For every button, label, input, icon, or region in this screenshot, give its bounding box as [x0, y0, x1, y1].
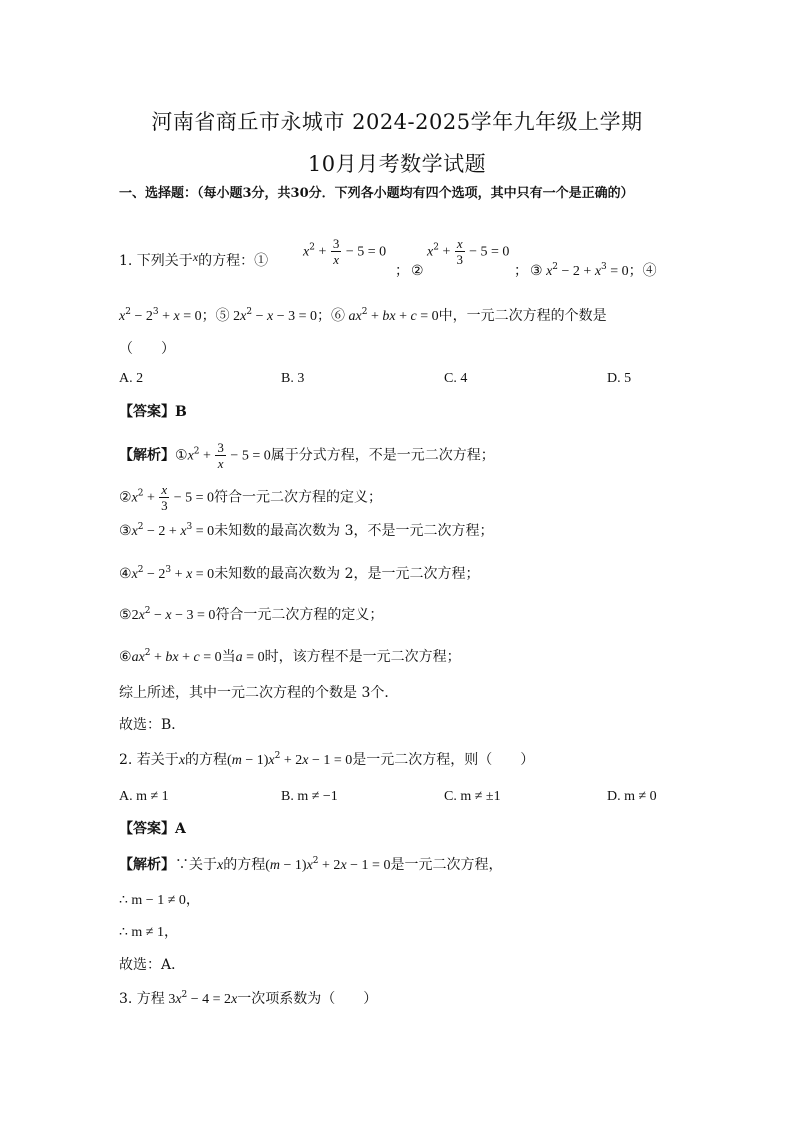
q2-option-d: D. m ≠ 0 [607, 789, 657, 804]
q1-sep2: ； [514, 263, 528, 279]
section-heading: 一、选择题：（每小题3分，共30分．下列各小题均有四个选项，其中只有一个是正确的） [119, 186, 634, 201]
q1-choose: 故选：B． [119, 717, 186, 733]
q1-eq3: ③ $x^2 - 2 + x^3 = 0$；④ [530, 262, 657, 279]
q3-stem: 3. 方程 $3x^2 - 4 = 2x$一次项系数为（ ） [119, 990, 378, 1007]
q1-option-c: C. 4 [444, 371, 468, 386]
q1-stem-a: 1. 下列关于 [119, 253, 193, 269]
q2-option-c: C. m ≠ ±1 [444, 789, 501, 804]
q2-option-b: B. m ≠ −1 [281, 789, 338, 804]
q1-paren: （ ） [119, 341, 175, 357]
q1-summary: 综上所述，其中一元二次方程的个数是 3个． [119, 685, 399, 701]
q1-analysis-2: $②x^2$ + $\frac{x}{3}$ − 5 = 0符合一元二次方程的定义； [119, 482, 382, 513]
q2-analysis: 【解析】∵关于x的方程$(m - 1)x^2 + 2x - 1 = 0$是一元二次方程， [119, 856, 503, 873]
exam-title-line1: 河南省商丘市永城市 2024-2025学年九年级上学期 [151, 110, 643, 134]
q1-answer: 【答案】B [119, 404, 187, 420]
q1-analysis-6: $⑥ax^2$ + bx + c = 0当a = 0时，该方程不是一元二次方程； [119, 648, 461, 665]
q1-stem-line1: 1. 下列关于x的方程：① [119, 250, 269, 269]
q2-step2: ∴ m ≠ 1， [119, 925, 178, 940]
q1-analysis-1: 【解析】$①x^2$ + $\frac{3}{x}$ − 5 = 0属于分式方程，不是一元二次方程； [119, 440, 495, 471]
q1-option-a: A. 2 [119, 371, 144, 386]
exam-title-line2: 10月月考数学试题 [307, 152, 487, 176]
q1-option-b: B. 3 [281, 371, 305, 386]
q1-circle2: ② [411, 263, 424, 279]
q1-stem-line2: $x^2 - 2^3 + x = 0$；⑤ $2x^2 - x - 3 = 0$；⑥ $ax^2$ + bx + c = 0中，一元二次方程的个数是 [119, 307, 607, 324]
q2-stem: 2. 若关于x的方程$(m - 1)x^2 + 2x - 1 = 0$是一元二次方程，则（ ） [119, 751, 535, 768]
q2-step1: ∴ m − 1 ≠ 0， [119, 893, 200, 908]
q1-analysis-4: $④x^2 - 2^3 + x = 0$未知数的最高次数为 2，是一元二次方程； [119, 565, 480, 582]
q1-stem-b: 的方程：① [198, 253, 269, 269]
q2-answer: 【答案】A [119, 821, 186, 837]
q1-sep1: ； [395, 263, 409, 279]
q1-analysis-5: $⑤2x^2 - x - 3 = 0$符合一元二次方程的定义； [119, 606, 384, 623]
q2-choose: 故选：A． [119, 957, 186, 973]
q1-option-d: D. 5 [607, 371, 632, 386]
q1-eq2: $x^2$ + $\frac{x}{3}$ − 5 = 0 [427, 236, 510, 267]
q2-option-a: A. m ≠ 1 [119, 789, 169, 804]
q1-eq1: $x^2$ + $\frac{3}{x}$ − 5 = 0 [303, 236, 387, 267]
q1-analysis-3: $③x^2 - 2 + x^3 = 0$未知数的最高次数为 3，不是一元二次方程； [119, 522, 494, 539]
